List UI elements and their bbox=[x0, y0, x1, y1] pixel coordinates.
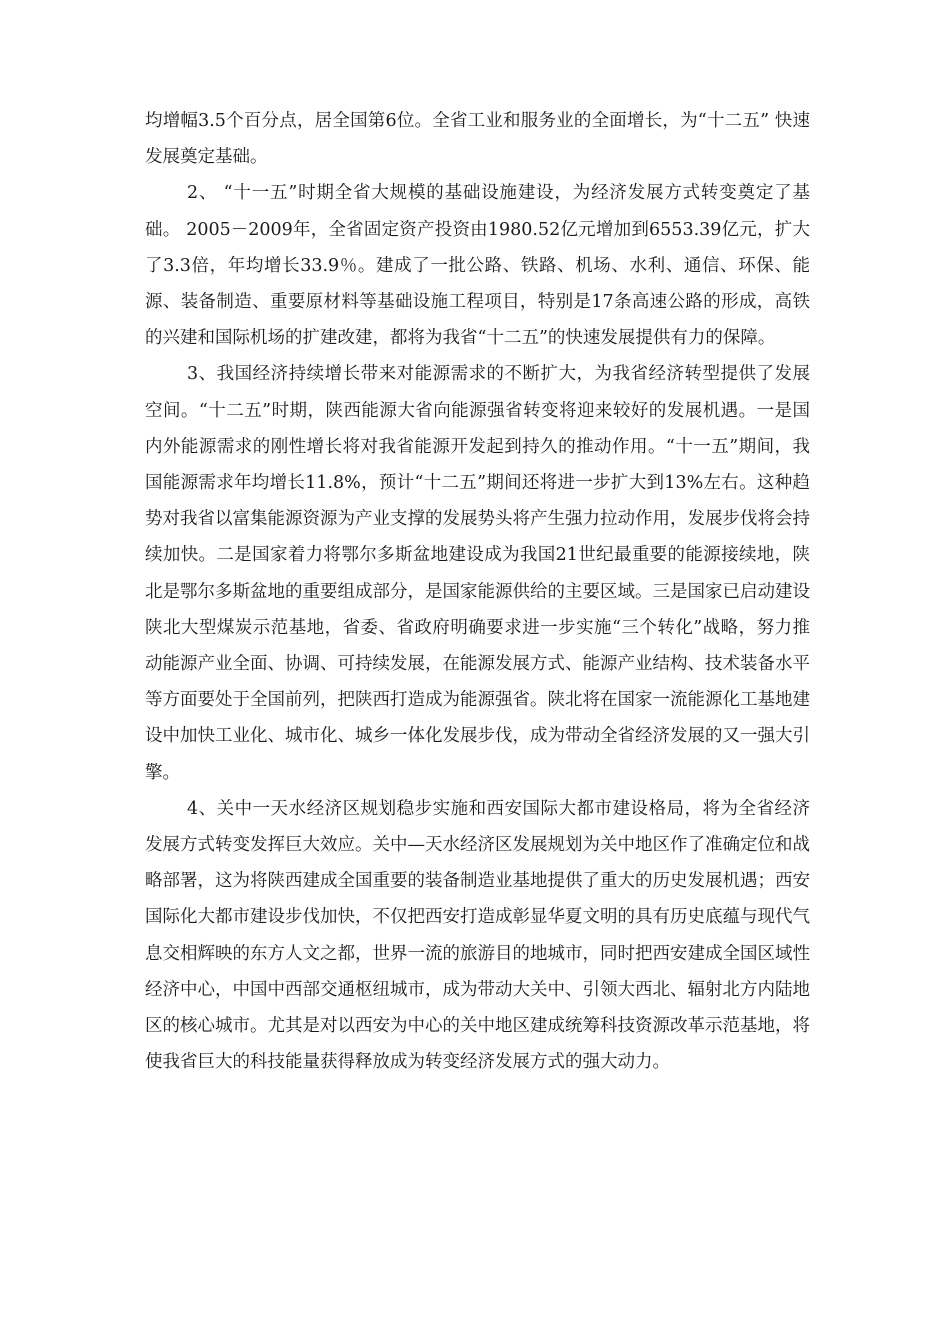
paragraph-energy-demand: 3、我国经济持续增长带来对能源需求的不断扩大，为我省经济转型提供了发展空间。“十二五”时期，陕西能源大省向能源强省转变将迎来较好的发展机遇。一是国内外能源需求的刚性增长将对我省能源开发起到持久的推动作用。“十一五”期间，我国能源需求年均增长11.8%，预计“十二五”期间还将进一步扩大到13%左右。这种趋势对我省以富集能源资源为产业支撑的发展势头将产生强力拉动作用，发展步伐将会持续加快。二是国家着力将鄂尔多斯盆地建设成为我国21世纪最重要的能源接续地，陕北是鄂尔多斯盆地的重要组成部分，是国家能源供给的主要区域。三是国家已启动建设陕北大型煤炭示范基地，省委、省政府明确要求进一步实施“三个转化”战略，努力推动能源产业全面、协调、可持续发展，在能源发展方式、能源产业结构、技术装备水平等方面要处于全国前列，把陕西打造成为能源强省。陕北将在国家一流能源化工基地建设中加快工业化、城市化、城乡一体化发展步伐，成为带动全省经济发展的又一强大引擎。 bbox=[145, 364, 810, 783]
paragraph-guanzhong-tianshui: 4、关中一天水经济区规划稳步实施和西安国际大都市建设格局，将为全省经济发展方式转变发挥巨大效应。关中—天水经济区发展规划为关中地区作了准确定位和战略部署，这为将陕西建成全国重要的装备制造业基地提供了重大的历史发展机遇；西安国际化大都市建设步伐加快，不仅把西安打造成彰显华夏文明的具有历史底蕴与现代气息交相辉映的东方人文之都，世界一流的旅游目的地城市，同时把西安建成全国区域性经济中心，中国中西部交通枢纽城市，成为带动大关中、引领大西北、辐射北方内陆地区的核心城市。尤其是对以西安为中心的关中地区建成统筹科技资源改革示范基地，将使我省巨大的科技能量获得释放成为转变经济发展方式的强大动力。 bbox=[145, 798, 810, 1073]
document-page bbox=[145, 103, 810, 1080]
paragraph-continuation: 均增幅3.5个百分点，居全国第6位。全省工业和服务业的全面增长，为“十二五” 快速发展奠定基础。 bbox=[145, 111, 810, 168]
paragraph-infrastructure: 2、 “十一五”时期全省大规模的基础设施建设，为经济发展方式转变奠定了基础。 2005－2009年，全省固定资产投资由1980.52亿元增加到6553.39亿元，扩大了3.3倍，年均增长33.9％。建成了一批公路、铁路、机场、水利、通信、环保、能源、装备制造、重要原材料等基础设施工程项目，特别是17条高速公路的形成，高铁的兴建和国际机场的扩建改建，都将为我省“十二五”的快速发展提供有力的保障。 bbox=[145, 183, 810, 349]
